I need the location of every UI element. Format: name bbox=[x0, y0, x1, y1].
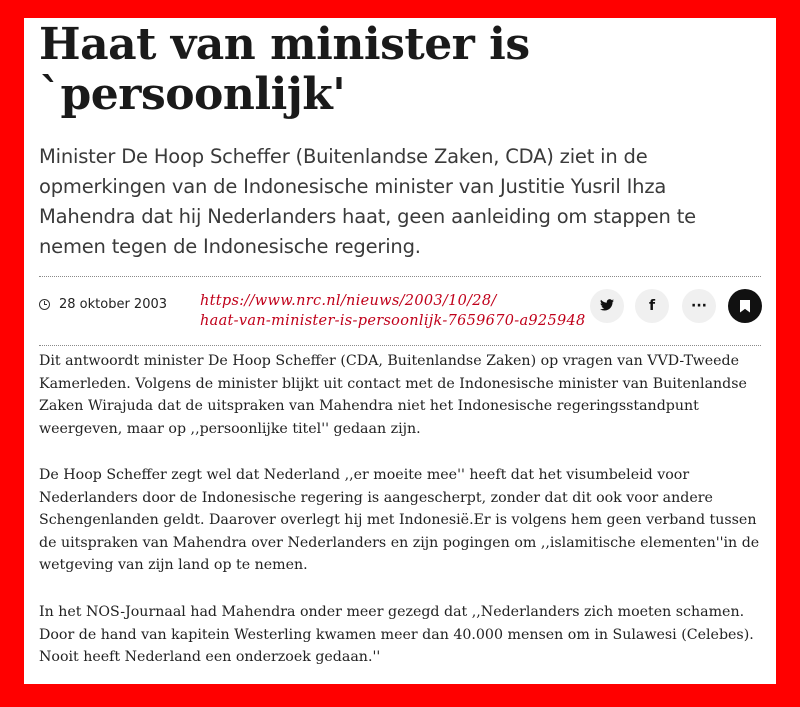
facebook-icon: f bbox=[648, 298, 656, 314]
more-share-button[interactable] bbox=[682, 289, 716, 323]
url-line-1: https://www.nrc.nl/nieuws/2003/10/28/ bbox=[200, 293, 497, 309]
body-paragraph-2: De Hoop Scheffer zegt wel dat Nederland ,,er moeite mee'' heeft dat het visumbeleid voor Nederlanders door de Indonesische regering is aangescherpt, zonder dat dit ook voor andere Schengenlanden geldt. Daarover overlegt hij met Indonesië.Er is volgens hem geen verband tussen de uitspraken van Mahendra over Nederlanders en zijn pogingen om ,,islamitische elementen''in de wetgeving van zijn land op te nemen. bbox=[39, 467, 760, 573]
save-article-button[interactable] bbox=[728, 289, 762, 323]
twitter-share-button[interactable] bbox=[590, 289, 624, 323]
lead-paragraph: Minister De Hoop Scheffer (Buitenlandse Zaken, CDA) ziet in de opmerkingen van de Indonesische minister van Justitie Yusril Ihza Mahendra dat hij Nederlanders haat, geen aanleiding om stappen te nemen tegen de Indonesische regering. bbox=[39, 145, 696, 258]
divider-bottom bbox=[39, 345, 761, 346]
twitter-icon bbox=[600, 297, 614, 315]
date-text: 28 oktober 2003 bbox=[59, 297, 168, 312]
article-page bbox=[24, 18, 776, 684]
headline-line-1: Haat van minister is bbox=[39, 19, 530, 70]
body-paragraph-3: In het NOS-Journaal had Mahendra onder meer gezegd dat ,,Nederlanders zich moeten schamen. Door de hand van kapitein Westerling kwamen meer dan 40.000 mensen om in Sulawesi (Celebes). Nooit heeft Nederland een onderzoek gedaan.'' bbox=[39, 604, 754, 665]
divider-top bbox=[39, 276, 761, 277]
more-icon: ··· bbox=[691, 298, 707, 314]
headline-line-2: `persoonlijk' bbox=[39, 69, 346, 120]
article-url[interactable] bbox=[200, 291, 586, 331]
headline bbox=[39, 20, 759, 120]
facebook-share-button[interactable] bbox=[635, 289, 669, 323]
url-line-2: haat-van-minister-is-persoonlijk-7659670-a925948 bbox=[200, 313, 586, 329]
publish-date bbox=[39, 297, 167, 312]
body-paragraph-1: Dit antwoordt minister De Hoop Scheffer (CDA, Buitenlandse Zaken) op vragen van VVD-Tweede Kamerleden. Volgens de minister blijkt uit contact met de Indonesische minister van Buitenlandse Zaken Wirajuda dat de uitspraken van Mahendra niet het Indonesische regeringsstandpunt weergeven, maar op ,,persoonlijke titel'' gedaan zijn. bbox=[39, 353, 747, 437]
clock-icon bbox=[39, 299, 50, 310]
bookmark-icon bbox=[740, 300, 750, 313]
